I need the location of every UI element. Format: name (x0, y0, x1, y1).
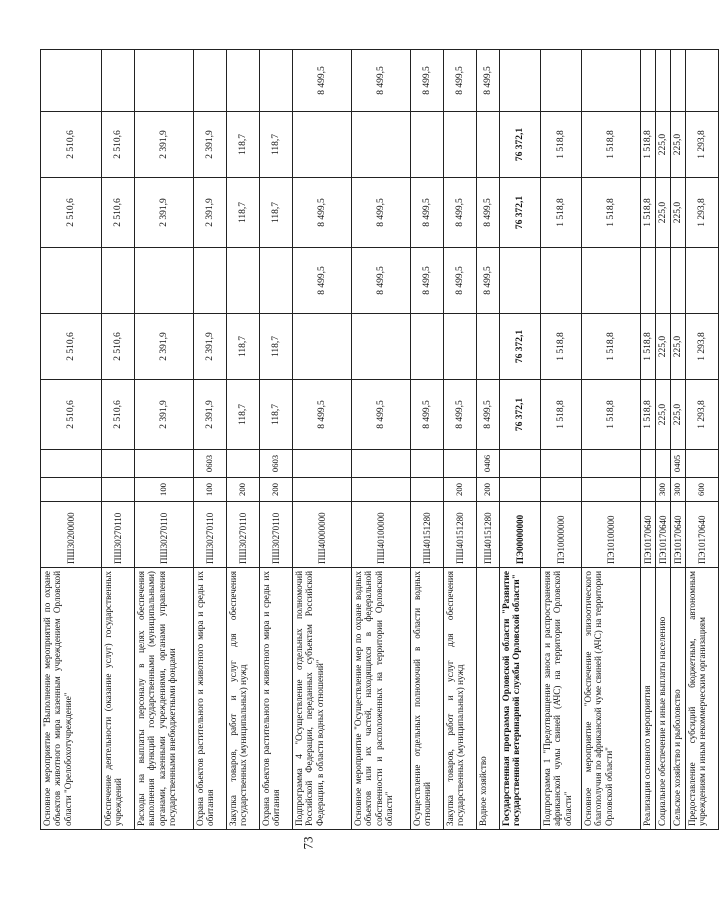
amount-regional-1: 118,7 (260, 314, 293, 380)
amount-regional-1 (293, 314, 352, 380)
amount-total-2: 1 293,8 (686, 178, 719, 248)
program-code: ПШ40151280 (477, 502, 500, 568)
row-description: Обеспечение деятельности (оказание услуг) государственных учреждений (102, 568, 135, 830)
amount-regional-1 (444, 314, 477, 380)
expense-type: 300 (656, 478, 671, 502)
table-row (477, 50, 500, 830)
expense-type: 200 (477, 478, 500, 502)
amount-total-1: 8 499,5 (411, 380, 444, 450)
amount-total-1: 2 391,9 (194, 380, 227, 450)
amount-total-1: 1 518,8 (541, 380, 582, 450)
expense-type (500, 478, 541, 502)
amount-regional-2: 2 391,9 (194, 112, 227, 178)
amount-total-2: 8 499,5 (352, 178, 411, 248)
table-row (686, 50, 719, 830)
row-description: Подпрограмма 4 "Осуществление отдельных полномочий Российской Федерации, переданных субъектам Российской Федерации, в области водных отношений" (293, 568, 352, 830)
amount-regional-2: 2 510,6 (102, 112, 135, 178)
amount-federal-1 (102, 248, 135, 314)
expense-type (541, 478, 582, 502)
section-code (41, 450, 102, 478)
amount-federal-1: 8 499,5 (411, 248, 444, 314)
amount-federal-2 (641, 50, 656, 112)
row-description: Государственная программа Орловской области "Развитие государственной ветеринарной службы Орловской области" (500, 568, 541, 830)
amount-federal-1: 8 499,5 (477, 248, 500, 314)
program-code: ПШ30270110 (102, 502, 135, 568)
amount-total-2: 1 518,8 (582, 178, 641, 248)
table-row (102, 50, 135, 830)
amount-federal-1 (500, 248, 541, 314)
amount-regional-2 (444, 112, 477, 178)
section-code: 0405 (671, 450, 686, 478)
amount-total-2: 225,0 (671, 178, 686, 248)
amount-federal-2 (671, 50, 686, 112)
amount-federal-2 (656, 50, 671, 112)
amount-total-1: 8 499,5 (352, 380, 411, 450)
expense-type: 200 (444, 478, 477, 502)
amount-total-1: 2 510,6 (102, 380, 135, 450)
program-code: ПШ40151280 (444, 502, 477, 568)
table-row (352, 50, 411, 830)
section-code (500, 450, 541, 478)
row-description: Подпрограмма 1 "Предотвращение заноса и распространения африканской чумы свиней (АЧС) на территории Орловской области" (541, 568, 582, 830)
amount-total-1: 225,0 (656, 380, 671, 450)
row-description: Основное мероприятие "Осуществление мер по охране водных объектов или их частей, находящихся в федеральной собственности и расположенных на территории Орловской области" (352, 568, 411, 830)
amount-total-1: 2 510,6 (41, 380, 102, 450)
amount-federal-2: 8 499,5 (411, 50, 444, 112)
amount-regional-2 (477, 112, 500, 178)
amount-regional-2 (352, 112, 411, 178)
amount-federal-1 (41, 248, 102, 314)
section-code (656, 450, 671, 478)
amount-total-1: 225,0 (671, 380, 686, 450)
expense-type: 100 (194, 478, 227, 502)
amount-regional-1: 118,7 (227, 314, 260, 380)
program-code: ПШ30270110 (135, 502, 194, 568)
table-row (656, 50, 671, 830)
amount-federal-1 (686, 248, 719, 314)
program-code: ПШ40100000 (352, 502, 411, 568)
section-code (411, 450, 444, 478)
table-row (541, 50, 582, 830)
amount-federal-1 (260, 248, 293, 314)
program-code: ПШ30270110 (260, 502, 293, 568)
amount-federal-2 (260, 50, 293, 112)
amount-federal-2 (686, 50, 719, 112)
table-row (260, 50, 293, 830)
expense-type (411, 478, 444, 502)
amount-federal-2 (135, 50, 194, 112)
row-description: Закупка товаров, работ и услуг для обеспечения государственных (муниципальных) нужд (227, 568, 260, 830)
amount-regional-1: 225,0 (671, 314, 686, 380)
row-description: Осуществление отдельных полномочий в области водных отношений (411, 568, 444, 830)
section-code (352, 450, 411, 478)
section-code (102, 450, 135, 478)
expense-type: 200 (260, 478, 293, 502)
row-description: Социальное обеспечение и иные выплаты населению (656, 568, 671, 830)
amount-federal-1 (582, 248, 641, 314)
rotated-budget-sheet (40, 50, 708, 830)
amount-regional-2: 2 510,6 (41, 112, 102, 178)
amount-regional-1: 1 518,8 (582, 314, 641, 380)
table-row (411, 50, 444, 830)
page-number: 73 (300, 836, 316, 850)
row-description: Реализация основного мероприятия (641, 568, 656, 830)
amount-regional-2: 76 372,1 (500, 112, 541, 178)
row-description: Предоставление субсидий бюджетным, автономным учреждениям и иным некоммерческим организациям (686, 568, 719, 830)
amount-federal-1: 8 499,5 (352, 248, 411, 314)
expense-type (641, 478, 656, 502)
amount-regional-2: 1 293,8 (686, 112, 719, 178)
amount-total-2: 76 372,1 (500, 178, 541, 248)
amount-federal-1 (671, 248, 686, 314)
amount-federal-2 (102, 50, 135, 112)
amount-regional-2: 225,0 (671, 112, 686, 178)
amount-regional-1: 1 293,8 (686, 314, 719, 380)
section-code (582, 450, 641, 478)
expense-type (293, 478, 352, 502)
amount-regional-2: 2 391,9 (135, 112, 194, 178)
amount-federal-1: 8 499,5 (293, 248, 352, 314)
amount-total-1: 1 518,8 (582, 380, 641, 450)
table-row (41, 50, 102, 830)
amount-regional-1: 1 518,8 (641, 314, 656, 380)
amount-total-2: 8 499,5 (411, 178, 444, 248)
expense-type: 100 (135, 478, 194, 502)
amount-federal-1 (194, 248, 227, 314)
amount-regional-2 (411, 112, 444, 178)
table-row (500, 50, 541, 830)
amount-regional-2: 225,0 (656, 112, 671, 178)
amount-total-1: 8 499,5 (444, 380, 477, 450)
amount-federal-2 (41, 50, 102, 112)
amount-federal-2 (194, 50, 227, 112)
program-code: ПЭ10170640 (656, 502, 671, 568)
expense-type (352, 478, 411, 502)
amount-regional-2 (293, 112, 352, 178)
amount-regional-1: 2 510,6 (41, 314, 102, 380)
amount-total-2: 2 391,9 (194, 178, 227, 248)
table-row (293, 50, 352, 830)
section-code: 0406 (477, 450, 500, 478)
section-code (641, 450, 656, 478)
program-code: ПЭ00000000 (500, 502, 541, 568)
section-code: 0603 (260, 450, 293, 478)
expense-type: 600 (686, 478, 719, 502)
amount-total-1: 1 518,8 (641, 380, 656, 450)
table-row (671, 50, 686, 830)
amount-total-1: 8 499,5 (293, 380, 352, 450)
program-code: ПЭ10000000 (541, 502, 582, 568)
program-code: ПШ30270110 (227, 502, 260, 568)
table-row (444, 50, 477, 830)
section-code (135, 450, 194, 478)
amount-regional-1 (477, 314, 500, 380)
table-row (641, 50, 656, 830)
section-code (444, 450, 477, 478)
amount-federal-2: 8 499,5 (293, 50, 352, 112)
row-description: Сельское хозяйство и рыболовство (671, 568, 686, 830)
amount-total-1: 8 499,5 (477, 380, 500, 450)
amount-federal-2 (227, 50, 260, 112)
amount-federal-1 (227, 248, 260, 314)
amount-total-2: 118,7 (260, 178, 293, 248)
amount-total-1: 1 293,8 (686, 380, 719, 450)
program-code: ПШ40000000 (293, 502, 352, 568)
table-row (227, 50, 260, 830)
amount-regional-2: 118,7 (227, 112, 260, 178)
budget-table-body (41, 50, 719, 830)
amount-federal-1 (641, 248, 656, 314)
row-description: Основное мероприятие "Выполнение мероприятий по охране объектов животного мира казенным учреждением Орловской области "Орелобохотучреждение" (41, 568, 102, 830)
section-code (293, 450, 352, 478)
amount-total-2: 1 518,8 (641, 178, 656, 248)
amount-federal-1: 8 499,5 (444, 248, 477, 314)
amount-total-2: 8 499,5 (444, 178, 477, 248)
amount-regional-2: 118,7 (260, 112, 293, 178)
expense-type (102, 478, 135, 502)
program-code: ПШ30270110 (194, 502, 227, 568)
amount-federal-2 (541, 50, 582, 112)
amount-total-2: 8 499,5 (477, 178, 500, 248)
amount-total-1: 2 391,9 (135, 380, 194, 450)
amount-total-2: 1 518,8 (541, 178, 582, 248)
program-code: ПШ30200000 (41, 502, 102, 568)
amount-total-2: 2 391,9 (135, 178, 194, 248)
program-code: ПЭ10170640 (671, 502, 686, 568)
budget-table (40, 49, 719, 830)
amount-regional-1: 2 510,6 (102, 314, 135, 380)
amount-total-2: 118,7 (227, 178, 260, 248)
amount-federal-1 (541, 248, 582, 314)
row-description: Расходы на выплаты персоналу в целях обеспечения выполнения функций государственными (муниципальными) органами, казенными учреждениями, органами управления государственными внебюджетными фондами (135, 568, 194, 830)
amount-regional-1: 225,0 (656, 314, 671, 380)
expense-type (41, 478, 102, 502)
amount-federal-2: 8 499,5 (352, 50, 411, 112)
expense-type: 300 (671, 478, 686, 502)
amount-regional-2: 1 518,8 (641, 112, 656, 178)
amount-regional-1: 2 391,9 (194, 314, 227, 380)
expense-type (582, 478, 641, 502)
amount-federal-1 (135, 248, 194, 314)
section-code (686, 450, 719, 478)
row-description: Охрана объектов растительного и животного мира и среды их обитания (194, 568, 227, 830)
amount-federal-2 (500, 50, 541, 112)
program-code: ПЭ10100000 (582, 502, 641, 568)
amount-total-1: 118,7 (227, 380, 260, 450)
table-row (582, 50, 641, 830)
amount-regional-2: 1 518,8 (541, 112, 582, 178)
amount-regional-1 (352, 314, 411, 380)
program-code: ПЭ10170640 (641, 502, 656, 568)
amount-total-2: 8 499,5 (293, 178, 352, 248)
amount-regional-1 (411, 314, 444, 380)
expense-type: 200 (227, 478, 260, 502)
amount-federal-1 (656, 248, 671, 314)
amount-total-2: 2 510,6 (102, 178, 135, 248)
program-code: ПШ40151280 (411, 502, 444, 568)
table-row (194, 50, 227, 830)
section-code (541, 450, 582, 478)
amount-total-2: 2 510,6 (41, 178, 102, 248)
section-code (227, 450, 260, 478)
row-description: Закупка товаров, работ и услуг для обеспечения государственных (муниципальных) нужд (444, 568, 477, 830)
amount-federal-2: 8 499,5 (477, 50, 500, 112)
amount-total-1: 76 372,1 (500, 380, 541, 450)
row-description: Водное хозяйство (477, 568, 500, 830)
section-code: 0603 (194, 450, 227, 478)
amount-federal-2: 8 499,5 (444, 50, 477, 112)
amount-regional-2: 1 518,8 (582, 112, 641, 178)
program-code: ПЭ10170640 (686, 502, 719, 568)
amount-total-1: 118,7 (260, 380, 293, 450)
amount-regional-1: 2 391,9 (135, 314, 194, 380)
amount-total-2: 225,0 (656, 178, 671, 248)
row-description: Охрана объектов растительного и животного мира и среды их обитания (260, 568, 293, 830)
row-description: Основное мероприятие "Обеспечение эпизоотического благополучия по африканской чуме свиней (АЧС) на территории Орловской области" (582, 568, 641, 830)
amount-regional-1: 76 372,1 (500, 314, 541, 380)
table-row (135, 50, 194, 830)
amount-regional-1: 1 518,8 (541, 314, 582, 380)
amount-federal-2 (582, 50, 641, 112)
